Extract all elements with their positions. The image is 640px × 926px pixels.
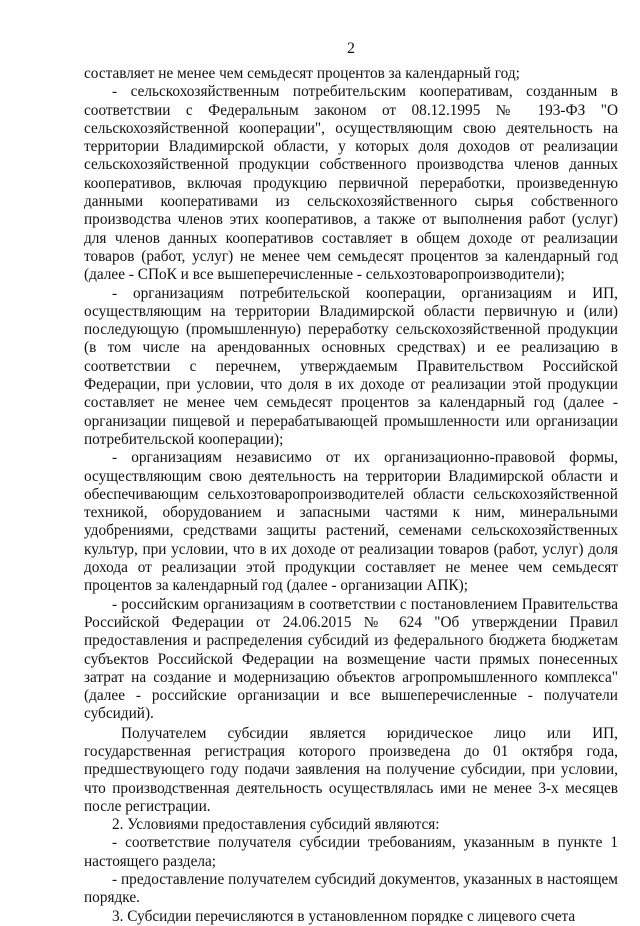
paragraph-condition-compliance: - соответствие получателя субсидии требованиям, указанным в пункте 1 настоящего раздела;: [84, 834, 618, 870]
page-number: 2: [347, 40, 355, 57]
paragraph-continuation: составляет не менее чем семьдесят процентов за календарный год;: [84, 65, 520, 82]
paragraph-russian-organizations: - российским организациям в соответствии с постановлением Правительства Российской Федерации от 24.06.2015 № 624 "Об утверждении Правил предоставления и распределения субсидий из федерального бюджета бюджетам субъектов Российской Федерации на возмещение части прямых понесенных затрат на создание и модернизацию объектов агропромышленного комплекса" (далее - российские организации и все вышеперечисленные - получатели субсидий).: [84, 595, 618, 723]
paragraph-subsidy-recipient: Получателем субсидии является юридическое лицо или ИП, государственная регистрация которого произведена до 01 октября года, предшествующего году подачи заявления на получение субсидии, при условии, что производственная деятельность осуществлялась ими не менее 3-х месяцев после регистрации.: [84, 724, 618, 815]
paragraph-conditions-heading: 2. Условиями предоставления субсидий являются:: [112, 816, 440, 834]
paragraph-transfer: 3. Субсидии перечисляются в установленном порядке с лицевого счета: [112, 907, 576, 925]
paragraph-apk-organizations: - организациям независимо от их организационно-правовой формы, осуществляющим свою деятельность на территории Владимирской области и обеспечивающим сельхозтоваропроизводителей области сельскохозяйственной техникой, оборудованием и запасными частями к ним, минеральными удобрениями, средствами защиты растений, семенами сельскохозяйственных культур, при условии, что в их доходе от реализации товаров (работ, услуг) доля дохода от реализации этой продукции составляет не менее чем семьдесят процентов за календарный год (далее - организации АПК);: [84, 449, 618, 595]
paragraph-spok: - сельскохозяйственным потребительским кооперативам, созданным в соответствии с Федеральным законом от 08.12.1995 № 193-ФЗ "О сельскохозяйственной кооперации", осуществляющим свою деятельность на территории Владимирской области, у которых доля доходов от реализации сельскохозяйственной продукции собственного производства членов данных кооперативов, включая продукцию первичной переработки, произведенную данными кооперативами из сельскохозяйственного сырья собственного производства членов этих кооперативов, а также от выполнения работ (услуг) для членов данных кооперативов составляет в общем доходе от реализации товаров (работ, услуг) не менее чем семьдесят процентов за календарный год (далее - СПоК и все вышеперечисленные - сельхозтоваропроизводители);: [84, 83, 618, 284]
paragraph-consumer-cooperation: - организациям потребительской кооперации, организациям и ИП, осуществляющим на территории Владимирской области первичную и (или) последующую (промышленную) переработку сельскохозяйственной продукции (в том числе на арендованных основных средствах) и ее реализацию в соответствии с перечнем, утверждаемым Правительством Российской Федерации, при условии, что доля в их доходе от реализации этой продукции составляет не менее чем семьдесят процентов за календарный год (далее - организации пищевой и перерабатывающей промышленности или организации потребительской кооперации);: [84, 284, 618, 448]
paragraph-condition-documents: - предоставление получателем субсидий документов, указанных в настоящем порядке.: [84, 871, 618, 907]
